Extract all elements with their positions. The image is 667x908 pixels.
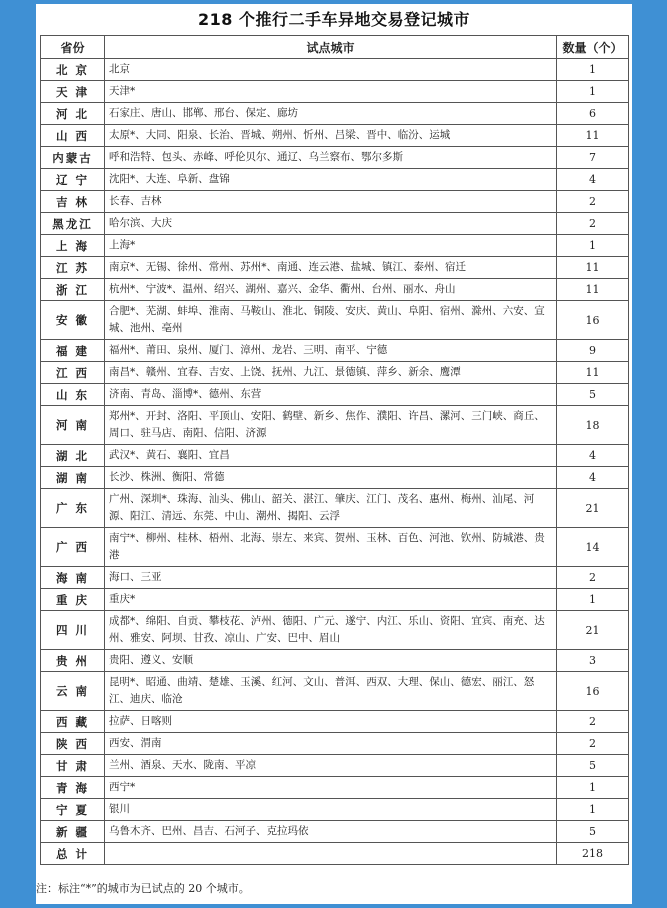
- province-cell: 江 西: [41, 362, 105, 384]
- count-cell: 1: [557, 589, 629, 611]
- cities-cell: 重庆*: [105, 589, 557, 611]
- header-cities: 试点城市: [105, 36, 557, 59]
- total-row: [41, 843, 629, 865]
- province-cell: 广 东: [41, 489, 105, 528]
- table-row: [41, 362, 629, 384]
- count-cell: 2: [557, 711, 629, 733]
- table-row: [41, 279, 629, 301]
- table-row: [41, 103, 629, 125]
- cities-cell: 哈尔滨、大庆: [105, 213, 557, 235]
- count-cell: 1: [557, 777, 629, 799]
- province-cell: 贵 州: [41, 650, 105, 672]
- table-row: [41, 528, 629, 567]
- count-cell: 9: [557, 340, 629, 362]
- table-row: [41, 59, 629, 81]
- province-cell: 海 南: [41, 567, 105, 589]
- province-cell: 山 西: [41, 125, 105, 147]
- count-cell: 21: [557, 611, 629, 650]
- province-cell: 四 川: [41, 611, 105, 650]
- province-cell: 福 建: [41, 340, 105, 362]
- table-row: [41, 777, 629, 799]
- table-row: [41, 301, 629, 340]
- table-body: [41, 59, 629, 843]
- total-count: 218: [557, 843, 629, 865]
- province-cell: 上 海: [41, 235, 105, 257]
- province-cell: 吉 林: [41, 191, 105, 213]
- province-cell: 河 北: [41, 103, 105, 125]
- province-cell: 北 京: [41, 59, 105, 81]
- province-cell: 西 藏: [41, 711, 105, 733]
- table-row: [41, 589, 629, 611]
- count-cell: 16: [557, 672, 629, 711]
- count-cell: 16: [557, 301, 629, 340]
- city-table: [40, 35, 629, 865]
- count-cell: 11: [557, 279, 629, 301]
- cities-cell: 合肥*、芜湖、蚌埠、淮南、马鞍山、淮北、铜陵、安庆、黄山、阜阳、宿州、滁州、六安、宣城、池州、亳州: [105, 301, 557, 340]
- table-row: [41, 672, 629, 711]
- cities-cell: 贵阳、遵义、安顺: [105, 650, 557, 672]
- cities-cell: 武汉*、黄石、襄阳、宜昌: [105, 445, 557, 467]
- table-row: [41, 384, 629, 406]
- table-row: [41, 213, 629, 235]
- count-cell: 1: [557, 59, 629, 81]
- count-cell: 1: [557, 799, 629, 821]
- province-cell: 安 徽: [41, 301, 105, 340]
- count-cell: 11: [557, 362, 629, 384]
- province-cell: 黑龙江: [41, 213, 105, 235]
- province-cell: 重 庆: [41, 589, 105, 611]
- cities-cell: 长春、吉林: [105, 191, 557, 213]
- table-row: [41, 257, 629, 279]
- cities-cell: 太原*、大同、阳泉、长治、晋城、朔州、忻州、吕梁、晋中、临汾、运城: [105, 125, 557, 147]
- province-cell: 江 苏: [41, 257, 105, 279]
- count-cell: 1: [557, 235, 629, 257]
- province-cell: 山 东: [41, 384, 105, 406]
- count-cell: 18: [557, 406, 629, 445]
- header-province: 省份: [41, 36, 105, 59]
- count-cell: 14: [557, 528, 629, 567]
- cities-cell: 银川: [105, 799, 557, 821]
- cities-cell: 石家庄、唐山、邯郸、邢台、保定、廊坊: [105, 103, 557, 125]
- province-cell: 浙 江: [41, 279, 105, 301]
- province-cell: 陕 西: [41, 733, 105, 755]
- province-cell: 宁 夏: [41, 799, 105, 821]
- count-cell: 3: [557, 650, 629, 672]
- province-cell: 辽 宁: [41, 169, 105, 191]
- table-row: [41, 445, 629, 467]
- cities-cell: 济南、青岛、淄博*、德州、东营: [105, 384, 557, 406]
- province-cell: 云 南: [41, 672, 105, 711]
- province-cell: 天 津: [41, 81, 105, 103]
- table-row: [41, 147, 629, 169]
- table-row: [41, 340, 629, 362]
- count-cell: 2: [557, 733, 629, 755]
- cities-cell: 长沙、株洲、衡阳、常德: [105, 467, 557, 489]
- cities-cell: 上海*: [105, 235, 557, 257]
- table-row: [41, 125, 629, 147]
- province-cell: 河 南: [41, 406, 105, 445]
- table-row: [41, 567, 629, 589]
- table-row: [41, 733, 629, 755]
- cities-cell: 呼和浩特、包头、赤峰、呼伦贝尔、通辽、乌兰察布、鄂尔多斯: [105, 147, 557, 169]
- count-cell: 5: [557, 821, 629, 843]
- cities-cell: 广州、深圳*、珠海、汕头、佛山、韶关、湛江、肇庆、江门、茂名、惠州、梅州、汕尾、河源、阳江、清远、东莞、中山、潮州、揭阳、云浮: [105, 489, 557, 528]
- cities-cell: 南昌*、赣州、宜春、吉安、上饶、抚州、九江、景德镇、萍乡、新余、鹰潭: [105, 362, 557, 384]
- count-cell: 11: [557, 125, 629, 147]
- count-cell: 11: [557, 257, 629, 279]
- footnote: 注：标注“*”的城市为已试点的 20 个城市。: [36, 882, 250, 895]
- count-cell: 7: [557, 147, 629, 169]
- cities-cell: 兰州、酒泉、天水、陇南、平凉: [105, 755, 557, 777]
- cities-cell: 南宁*、柳州、桂林、梧州、北海、崇左、来宾、贺州、玉林、百色、河池、钦州、防城港、贵港: [105, 528, 557, 567]
- cities-cell: 拉萨、日喀则: [105, 711, 557, 733]
- count-cell: 5: [557, 755, 629, 777]
- table-row: [41, 821, 629, 843]
- province-cell: 青 海: [41, 777, 105, 799]
- total-label: 总 计: [41, 843, 105, 865]
- table-title: 218 个推行二手车异地交易登记城市: [198, 10, 470, 29]
- table-row: [41, 235, 629, 257]
- province-cell: 甘 肃: [41, 755, 105, 777]
- table-row: [41, 799, 629, 821]
- header-count: 数量（个）: [557, 36, 629, 59]
- province-cell: 广 西: [41, 528, 105, 567]
- document-sheet: [36, 4, 632, 904]
- cities-cell: 海口、三亚: [105, 567, 557, 589]
- cities-cell: 郑州*、开封、洛阳、平顶山、安阳、鹤壁、新乡、焦作、濮阳、许昌、漯河、三门峡、商丘、周口、驻马店、南阳、信阳、济源: [105, 406, 557, 445]
- count-cell: 2: [557, 567, 629, 589]
- table-row: [41, 191, 629, 213]
- cities-cell: 南京*、无锡、徐州、常州、苏州*、南通、连云港、盐城、镇江、泰州、宿迁: [105, 257, 557, 279]
- province-cell: 新 疆: [41, 821, 105, 843]
- count-cell: 4: [557, 445, 629, 467]
- cities-cell: 杭州*、宁波*、温州、绍兴、湖州、嘉兴、金华、衢州、台州、丽水、舟山: [105, 279, 557, 301]
- cities-cell: 乌鲁木齐、巴州、昌吉、石河子、克拉玛依: [105, 821, 557, 843]
- cities-cell: 西安、渭南: [105, 733, 557, 755]
- province-cell: 湖 北: [41, 445, 105, 467]
- table-row: [41, 467, 629, 489]
- count-cell: 6: [557, 103, 629, 125]
- table-row: [41, 169, 629, 191]
- cities-cell: 沈阳*、大连、阜新、盘锦: [105, 169, 557, 191]
- cities-cell: 北京: [105, 59, 557, 81]
- count-cell: 4: [557, 169, 629, 191]
- province-cell: 湖 南: [41, 467, 105, 489]
- count-cell: 1: [557, 81, 629, 103]
- table-row: [41, 650, 629, 672]
- cities-cell: 昆明*、昭通、曲靖、楚雄、玉溪、红河、文山、普洱、西双、大理、保山、德宏、丽江、怒江、迪庆、临沧: [105, 672, 557, 711]
- count-cell: 5: [557, 384, 629, 406]
- table-row: [41, 489, 629, 528]
- table-row: [41, 755, 629, 777]
- cities-cell: 福州*、莆田、泉州、厦门、漳州、龙岩、三明、南平、宁德: [105, 340, 557, 362]
- cities-cell: 天津*: [105, 81, 557, 103]
- count-cell: 2: [557, 191, 629, 213]
- cities-cell: 西宁*: [105, 777, 557, 799]
- count-cell: 2: [557, 213, 629, 235]
- province-cell: 内蒙古: [41, 147, 105, 169]
- table-row: [41, 711, 629, 733]
- cities-cell: 成都*、绵阳、自贡、攀枝花、泸州、德阳、广元、遂宁、内江、乐山、资阳、宜宾、南充、达州、雅安、阿坝、甘孜、凉山、广安、巴中、眉山: [105, 611, 557, 650]
- total-cities: [105, 843, 557, 865]
- count-cell: 4: [557, 467, 629, 489]
- table-row: [41, 611, 629, 650]
- header-row: [41, 36, 629, 59]
- count-cell: 21: [557, 489, 629, 528]
- table-row: [41, 406, 629, 445]
- table-row: [41, 81, 629, 103]
